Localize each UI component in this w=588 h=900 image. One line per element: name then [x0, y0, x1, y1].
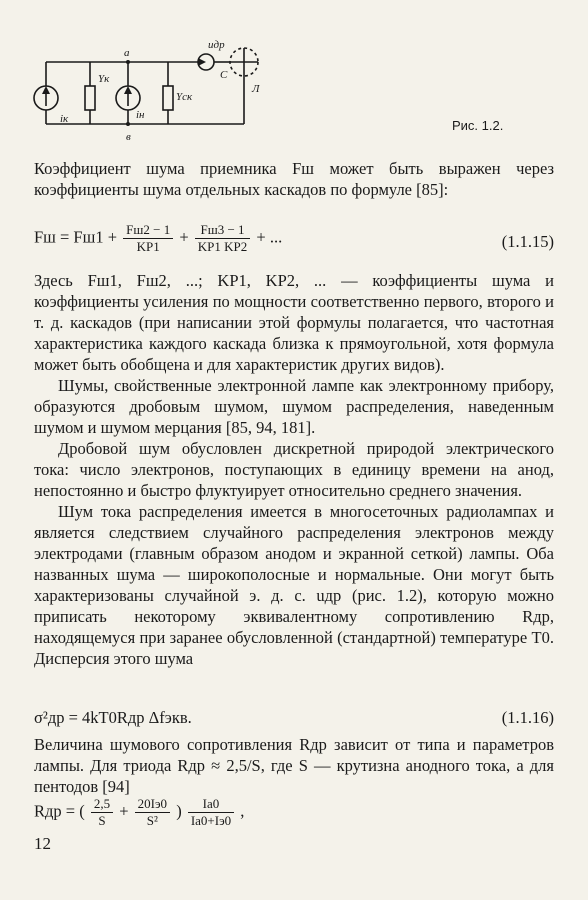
- paragraph-4: Шум тока распределения имеется в многосеточных радиолампах и является следствием случайного распределения электронов между электродами (главным образом анодом и экранной сеткой) лампы. Оба названных шума — широкополосные и нормальные. Они могут быть характеризованы случайной э. д. с. uдр (рис. 1.2), которую можно приписать некоторому эквивалентному сопротивлению Rдр, находящемуся при заранее обусловленной (стандартной) температуре T0. Дисперсия этого шума: [34, 502, 554, 668]
- eq1-lhs: Fш = Fш1 +: [34, 227, 117, 247]
- intro-paragraph: Коэффициент шума приемника Fш может быть выражен через коэффициенты шума отдельных каскадов по формуле [85]:: [34, 159, 554, 199]
- eq3-f1-denominator: S: [98, 813, 106, 828]
- eq1-tail: + ...: [256, 227, 283, 247]
- eq1-fraction-1: [123, 222, 173, 255]
- eq3-tail: ,: [240, 801, 245, 821]
- eq1-f2-denominator: KP1 KP2: [197, 239, 248, 254]
- page-number: 12: [34, 834, 51, 853]
- intro-text: [34, 158, 554, 200]
- paragraph-3: Дробовой шум обусловлен дискретной природой электрического тока: число электронов, поступающих в единицу времени на анод, непостоянно и быстро флуктуирует относительно среднего значения.: [34, 439, 554, 500]
- circuit-diagram: [30, 36, 280, 146]
- u-dr-label: uдр: [208, 39, 225, 51]
- eq3-f3-denominator: Iа0+Iэ0: [190, 813, 232, 828]
- body-text: [34, 270, 554, 669]
- eq3-f2-numerator: 20Iэ0: [135, 796, 170, 813]
- paragraph-1: Здесь Fш1, Fш2, ...; KP1, KP2, ... — коэффициенты шума и коэффициенты усиления по мощности соответственно первого, второго и т. д. каскадов (при написании этой формулы полагается, что частотная характеристика каждого каскада близка к прямоугольной, хотя формула может быть обобщена и для характеристик других видов).: [34, 271, 554, 374]
- i-k-label: iк: [60, 113, 69, 125]
- node-b-label: в: [126, 131, 131, 143]
- equation-1-1-15: [34, 222, 554, 262]
- eq3-lhs: Rдр = (: [34, 801, 85, 821]
- C-label: С: [220, 69, 228, 81]
- Y-sk-label: Yск: [176, 91, 193, 103]
- paragraph-2: Шумы, свойственные электронной лампе как электронному прибору, образуются дробовым шумом, шумом распределения, наведенным шумом и шумом мерцания [85, 94, 181].: [34, 376, 554, 437]
- eq3-f3-numerator: Iа0: [188, 796, 234, 813]
- eq3-f2-denominator: S²: [146, 813, 158, 828]
- paragraph-5: Величина шумового сопротивления Rдр зависит от типа и параметров лампы. Для триода Rдр ≈ 2,5/S, где S — крутизна анодного тока, а для пентодов [94]: [34, 735, 554, 796]
- i-n-label: iн: [136, 109, 145, 121]
- eq3-fraction-1: [91, 796, 113, 829]
- equation-r-dr: [34, 796, 554, 836]
- eq1-f1-denominator: KP1: [136, 239, 160, 254]
- paragraph-5-block: [34, 734, 554, 797]
- node-a-label: a: [124, 47, 130, 59]
- eq1-f1-numerator: Fш2 − 1: [123, 222, 173, 239]
- Y-k-label: Yк: [98, 73, 110, 85]
- eq1-number: (1.1.15): [501, 232, 554, 251]
- circuit-figure: [30, 36, 280, 146]
- eq3-fraction-3: [188, 796, 234, 829]
- eq1-plus: +: [179, 227, 189, 247]
- L-label: Л: [252, 83, 260, 95]
- eq1-f2-numerator: Fш3 − 1: [195, 222, 251, 239]
- eq3-close: ): [176, 801, 182, 821]
- eq3-plus: +: [119, 801, 129, 821]
- eq3-f1-numerator: 2,5: [91, 796, 113, 813]
- equation-1-1-16: [34, 708, 554, 730]
- eq3-fraction-2: [135, 796, 170, 829]
- eq1-fraction-2: [195, 222, 251, 255]
- eq2-formula: σ²др = 4kT0Rдр Δfэкв.: [34, 708, 192, 727]
- eq2-number: (1.1.16): [501, 708, 554, 727]
- figure-caption: Рис. 1.2.: [452, 118, 504, 133]
